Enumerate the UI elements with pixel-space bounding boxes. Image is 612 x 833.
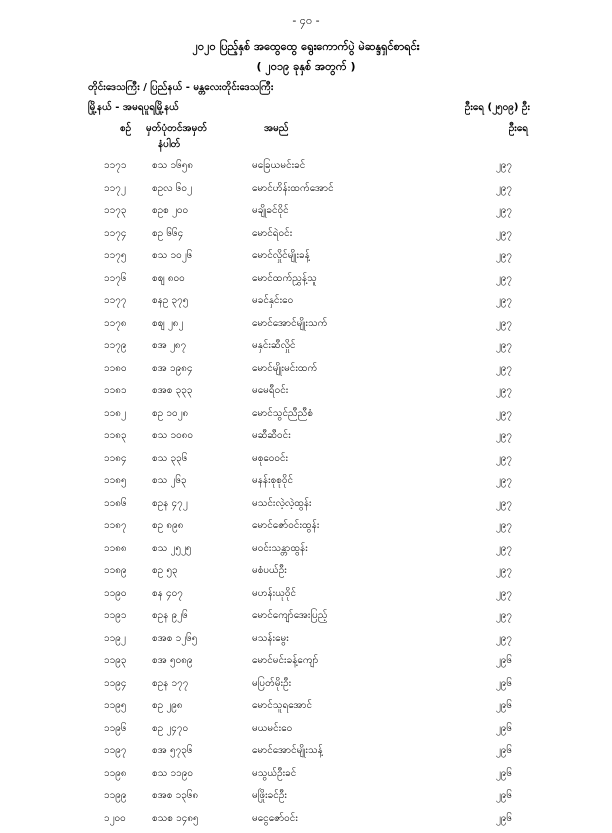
voter-name: မပြတ်မိုးဦး [252, 676, 291, 691]
row-number: ၁၁၉၈ [104, 766, 127, 781]
table-row [0, 248, 612, 271]
row-number: ၁၁၉၁ [104, 608, 127, 623]
row-count: ၂၉၆ [496, 766, 512, 781]
voter-name: မချိုခင်ဝိုင် [252, 203, 289, 218]
table-row [0, 383, 612, 406]
table-row [0, 743, 612, 766]
row-number: ၁၁၈၅ [104, 473, 127, 488]
document-title: ၂၀၂၀ ပြည့်နှစ် အထွေထွေ ရွေးကောက်ပွဲ မဲဆန္ဒရှင်စာရင်း [0, 40, 612, 56]
row-number: ၁၁၈၄ [104, 451, 127, 466]
voter-name: မောင်သူရအောင် [252, 698, 312, 713]
registration-number: စဥန ၁၇၇ [152, 676, 188, 691]
table-row [0, 203, 612, 226]
row-count: ၂၉၇ [496, 271, 512, 286]
document-subtitle: ( ၂၀၁၉ ခုနှစ် အတွက် ) [0, 60, 612, 76]
table-row [0, 631, 612, 654]
registration-number: စသ ၁၀၈၀ [152, 428, 193, 443]
registration-number: စနဥ ၃၇၅ [152, 293, 188, 308]
row-number: ၁၁၉၄ [104, 676, 127, 691]
row-number: ၁၁၈၇ [104, 518, 127, 533]
voter-name: မနန်းစုစုဝိုင် [252, 473, 293, 488]
voter-name: မောင်ဇော်ဝင်းထွန်း [252, 518, 319, 533]
total-count: ဦးရေ (၂၅၀၉) ဦး [465, 100, 530, 115]
row-count: ၂၉၇ [496, 316, 512, 331]
row-number: ၁၁၇၅ [104, 248, 127, 263]
row-count: ၂၉၇ [496, 631, 512, 646]
table-row [0, 698, 612, 721]
table-row [0, 788, 612, 811]
row-number: ၁၁၈၀ [104, 361, 127, 376]
voter-name: မနှင်းဆီလှိုင် [252, 338, 296, 353]
table-row [0, 766, 612, 789]
voter-name: မဖြိုးခင်ဦး [252, 788, 287, 803]
voter-name: မဟန်းယုဝိုင် [252, 586, 296, 601]
row-number: ၁၁၈၃ [104, 428, 127, 443]
table-row [0, 518, 612, 541]
voter-name: မောင်မင်းခန့်ကျော် [252, 653, 318, 668]
voter-name: မယမင်းဝေ [252, 721, 292, 736]
table-row [0, 473, 612, 496]
table-row [0, 158, 612, 181]
row-number: ၁၁၉၉ [104, 788, 127, 803]
registration-number: စအ ၁၉၈၄ [152, 361, 193, 376]
voter-name: မခင်နှင်းဝေ [252, 293, 293, 308]
registration-number: စဥ ၈၉၈ [152, 518, 183, 533]
column-header-reg: မှတ်ပုံတင်အမှတ် [146, 121, 207, 136]
row-count: ၂၉၆ [496, 811, 512, 826]
voter-name: မသန်းမွေး [252, 631, 289, 646]
column-header-reg-sub: နံပါတ် [158, 137, 180, 152]
registration-number: စသ ၃၃၆ [152, 451, 187, 466]
column-header-name: အမည် [264, 121, 289, 136]
row-count: ၂၉၇ [496, 181, 512, 196]
registration-number: စဥ ၂၄၇၀ [152, 721, 188, 736]
row-count: ၂၉၇ [496, 496, 512, 511]
row-number: ၁၁၉၂ [104, 631, 126, 646]
table-row [0, 451, 612, 474]
table-row [0, 676, 612, 699]
table-row [0, 721, 612, 744]
table-row [0, 496, 612, 519]
table-row [0, 428, 612, 451]
row-count: ၂၉၇ [496, 248, 512, 263]
row-number: ၁၁၇၁ [104, 158, 127, 173]
table-row [0, 271, 612, 294]
row-count: ၂၉၇ [496, 203, 512, 218]
row-count: ၂၉၇ [496, 383, 512, 398]
row-number: ၁၁၇၄ [104, 226, 127, 241]
voter-name: မဆီဆီဝင်း [252, 428, 291, 443]
voter-name: မခြေယမင်းခင် [252, 158, 305, 173]
row-number: ၁၁၉၅ [104, 698, 127, 713]
row-count: ၂၉၆ [496, 653, 512, 668]
registration-number: စအ ၅၇၃၆ [152, 743, 192, 758]
voter-name: မောင်မျိုးမင်းထက် [252, 361, 317, 376]
registration-number: စဥ ၂၉၈ [152, 698, 183, 713]
row-count: ၂၉၇ [496, 586, 512, 601]
voter-name: မမေရီဝင်း [252, 383, 288, 398]
registration-number: စသ ၁၆၅၈ [152, 158, 193, 173]
voter-name: မောင်အောင်မျိုးသက် [252, 316, 327, 331]
table-row [0, 226, 612, 249]
registration-number: စသ ၂၅၂၅ [152, 541, 192, 556]
registration-number: စအ ၂၈၇ [152, 338, 186, 353]
registration-number: စဈ ၂၈၂ [152, 316, 183, 331]
table-row [0, 811, 612, 833]
row-count: ၂၉၇ [496, 451, 512, 466]
row-number: ၁၁၇၂ [104, 181, 126, 196]
row-number: ၁၁၉၆ [104, 721, 127, 736]
registration-number: စအစ ၁၂၆၅ [152, 631, 197, 646]
row-count: ၂၉၇ [496, 158, 512, 173]
registration-number: စအ ၅၀၈၉ [152, 653, 193, 668]
table-row [0, 608, 612, 631]
row-count: ၂၉၆ [496, 698, 512, 713]
row-count: ၂၉၇ [496, 541, 512, 556]
voter-name: မသင်းလဲ့လဲ့ထွန်း [252, 496, 312, 511]
table-row [0, 316, 612, 339]
row-number: ၁၁၈၁ [104, 383, 127, 398]
row-count: ၂၉၇ [496, 563, 512, 578]
voter-name: မဝင်းသန္တာထွန်း [252, 541, 308, 556]
column-header-no: စဉ် [120, 121, 131, 136]
column-header-count: ဦးရေ [509, 121, 528, 136]
registration-number: စဥလ ၆၀၂ [152, 181, 192, 196]
registration-number: စသစ ၁၄၈၅ [152, 811, 199, 826]
table-row [0, 181, 612, 204]
row-count: ၂၉၇ [496, 338, 512, 353]
registration-number: စဥ ၆၆၄ [152, 226, 183, 241]
voter-name: မစုဝေဝင်း [252, 451, 288, 466]
voter-name: မောင်ထက်ညွှန့်သူ [252, 271, 317, 286]
row-count: ၂၉၇ [496, 406, 512, 421]
table-row [0, 653, 612, 676]
row-number: ၁၂၀၀ [104, 811, 126, 826]
voter-name: မောင်လှိုင်မျိုးခန့် [252, 248, 310, 263]
voter-name: မောင်အောင်မျိုးသန့် [252, 743, 323, 758]
registration-number: စဥ ၅၃ [152, 563, 178, 578]
row-count: ၂၉၇ [496, 428, 512, 443]
registration-number: စသ ၁၀၂၆ [152, 248, 192, 263]
registration-number: စသ ၂၆၃ [152, 473, 187, 488]
table-row [0, 361, 612, 384]
table-row [0, 338, 612, 361]
row-count: ၂၉၆ [496, 743, 512, 758]
row-number: ၁၁၇၉ [104, 338, 127, 353]
voter-name: မောင်ဟိန်းထက်အောင် [252, 181, 334, 196]
row-count: ၂၉၆ [496, 721, 512, 736]
row-number: ၁၁၇၃ [104, 203, 127, 218]
row-number: ၁၁၈၈ [104, 541, 127, 556]
row-count: ၂၉၇ [496, 608, 512, 623]
region-label: တိုင်းဒေသကြီး / ပြည်နယ် - မန္တလေးတိုင်းဒေသကြီး [88, 80, 273, 95]
row-count: ၂၉၇ [496, 226, 512, 241]
registration-number: စသ ၁၁၉၀ [152, 766, 193, 781]
row-count: ၂၉၇ [496, 473, 512, 488]
table-row [0, 541, 612, 564]
row-number: ၁၁၈၂ [104, 406, 126, 421]
row-number: ၁၁၇၆ [104, 271, 127, 286]
registration-number: စဥ ၁၀၂၈ [152, 406, 188, 421]
row-number: ၁၁၇၈ [104, 316, 127, 331]
row-number: ၁၁၉၀ [104, 586, 127, 601]
row-count: ၂၉၇ [496, 293, 512, 308]
registration-number: စဈ ၈၀၀ [152, 271, 185, 286]
voter-name: မငွေဇော်ဝင်း [252, 811, 298, 826]
township-label: မြို့နယ် - အမရပူရမြို့နယ် [88, 100, 179, 115]
voter-list [0, 158, 612, 833]
row-count: ၂၉၆ [496, 788, 512, 803]
registration-number: စအစ ၁၃၆၈ [152, 788, 198, 803]
registration-number: စဥစ ၂၀၀ [152, 203, 188, 218]
row-number: ၁၁၈၉ [104, 563, 127, 578]
voter-name: မောင်ကျော်အေးပြည့် [252, 608, 328, 623]
table-row [0, 406, 612, 429]
page-number: - ၄၀ - [0, 14, 612, 30]
voter-name: မစံပယ်ဦး [252, 563, 287, 578]
table-row [0, 563, 612, 586]
row-number: ၁၁၇၇ [104, 293, 127, 308]
registration-number: စန ၄၀၇ [152, 586, 183, 601]
table-row [0, 586, 612, 609]
voter-name: မောင်သွင်ညီညီစံ [252, 406, 313, 421]
registration-number: စဥန ၄၇၂ [152, 496, 188, 511]
row-number: ၁၁၉၇ [104, 743, 127, 758]
voter-name: မသွယ်ဦးခင် [252, 766, 296, 781]
registration-number: စအစ ၃၃၃ [152, 383, 192, 398]
row-number: ၁၁၈၆ [104, 496, 127, 511]
registration-number: စဥန ၉၂၆ [152, 608, 188, 623]
table-row [0, 293, 612, 316]
row-count: ၂၉၇ [496, 518, 512, 533]
row-count: ၂၉၆ [496, 676, 512, 691]
row-count: ၂၉၇ [496, 361, 512, 376]
voter-name: မောင်ရဲဝင်း [252, 226, 292, 241]
row-number: ၁၁၉၃ [104, 653, 127, 668]
